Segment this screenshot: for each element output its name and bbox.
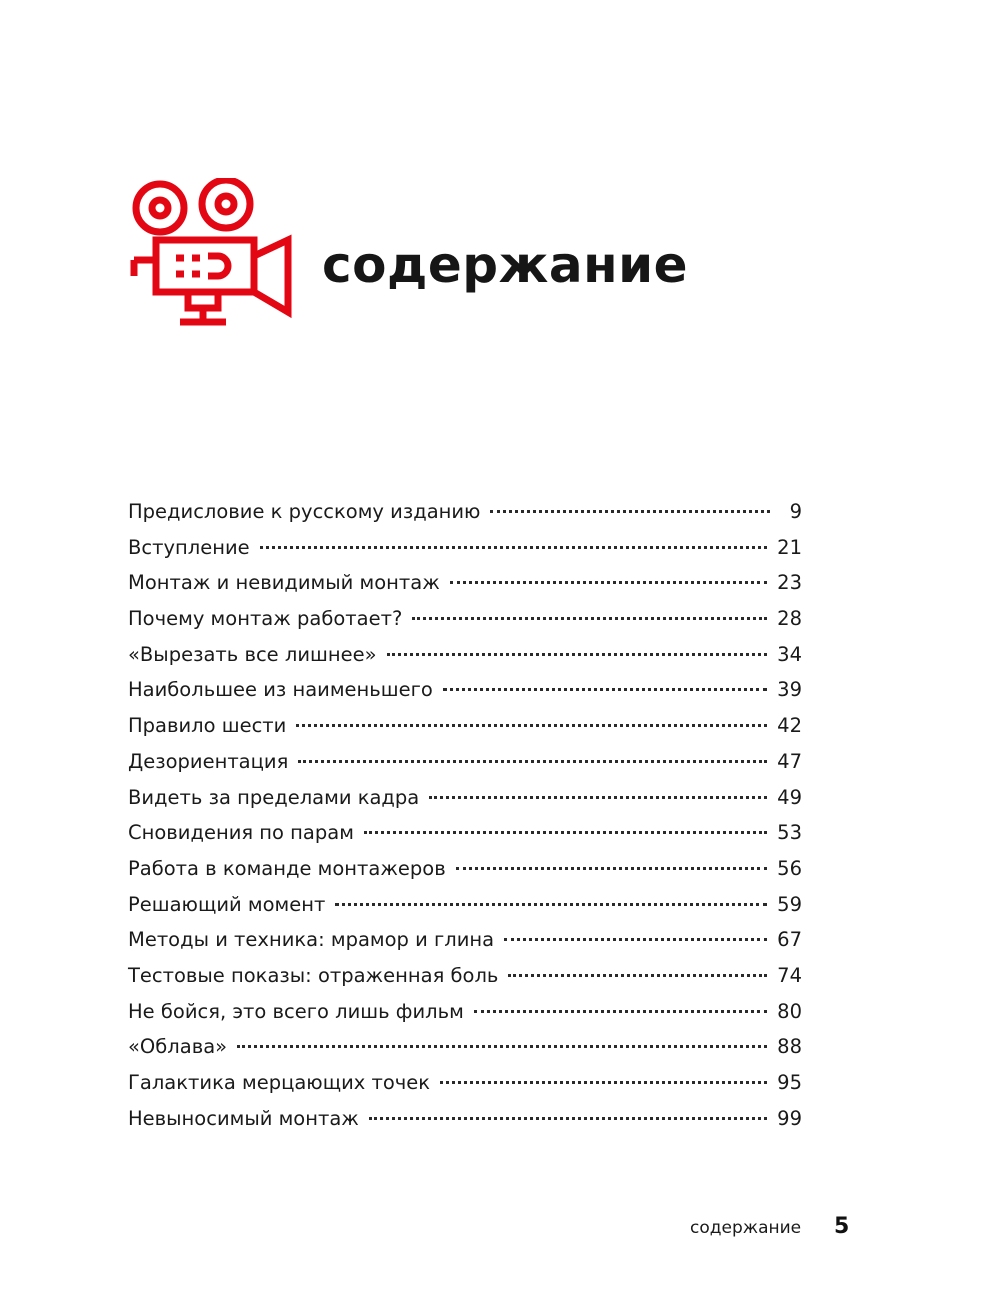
dot-leader: [296, 724, 767, 727]
toc-entry[interactable]: [128, 530, 802, 566]
toc-entry[interactable]: [128, 994, 802, 1030]
toc-entry-title: Галактика мерцающих точек: [128, 1071, 431, 1094]
toc-entry[interactable]: [128, 494, 802, 530]
toc-entry-page: 21: [777, 535, 802, 559]
toc-entry-title: Дезориентация: [128, 749, 289, 773]
toc-entry[interactable]: [128, 744, 802, 780]
dot-leader: [474, 1010, 767, 1013]
toc-entry[interactable]: [128, 565, 802, 601]
toc-entry-title: «Облава»: [128, 1035, 228, 1059]
toc-entry-title: Работа в команде монтажеров: [128, 856, 446, 880]
toc-entry-page: 80: [777, 999, 802, 1023]
dot-leader: [364, 831, 767, 834]
film-camera-icon: [130, 178, 295, 328]
toc-entry-page: 23: [777, 571, 802, 595]
dot-leader: [440, 1081, 767, 1084]
toc-entry[interactable]: [128, 958, 802, 994]
toc-entry-page: 42: [777, 714, 802, 738]
dot-leader: [504, 938, 767, 941]
toc-entry[interactable]: [128, 780, 802, 816]
toc-entry[interactable]: [128, 708, 802, 744]
dot-leader: [429, 796, 767, 799]
toc-entry-page: 49: [777, 785, 802, 809]
toc-entry[interactable]: [128, 1101, 802, 1137]
toc-entry-page: 59: [777, 892, 802, 916]
toc-entry-title: Предисловие к русскому изданию: [128, 500, 481, 523]
toc-entry-page: 99: [777, 1106, 802, 1130]
toc-entry-page: 39: [777, 678, 802, 702]
dot-leader: [508, 974, 767, 977]
dot-leader: [490, 510, 770, 513]
toc-entry-title: Решающий момент: [128, 892, 326, 916]
dot-leader: [387, 653, 768, 656]
toc-entry-title: Почему монтаж работает?: [128, 607, 403, 631]
dot-leader: [369, 1117, 767, 1120]
toc-entry-title: Монтаж и невидимый монтаж: [128, 571, 440, 595]
toc-entry-title: Вступление: [128, 535, 250, 559]
dot-leader: [335, 903, 767, 906]
toc-entry[interactable]: [128, 851, 802, 887]
page-title: содержание: [322, 236, 689, 294]
toc-entry-title: Не бойся, это всего лишь фильм: [128, 999, 464, 1023]
dot-leader: [450, 581, 767, 584]
toc-entry-title: Наибольшее из наименьшего: [128, 678, 433, 702]
dot-leader: [260, 546, 768, 549]
toc-entry[interactable]: [128, 887, 802, 923]
toc-entry-title: Правило шести: [128, 714, 287, 738]
toc-entry-title: Сновидения по парам: [128, 821, 354, 845]
toc-entry-page: 56: [777, 856, 802, 880]
toc-entry-page: 88: [777, 1035, 802, 1059]
toc-entry-title: Видеть за пределами кадра: [128, 785, 420, 809]
dot-leader: [443, 688, 767, 691]
table-of-contents: [128, 494, 802, 1136]
toc-entry-title: «Вырезать все лишнее»: [128, 642, 377, 666]
dot-leader: [237, 1045, 767, 1048]
toc-entry[interactable]: [128, 637, 802, 673]
dot-leader: [298, 760, 767, 763]
toc-entry-page: 53: [777, 821, 802, 845]
toc-entry-page: 95: [777, 1071, 802, 1094]
toc-entry[interactable]: [128, 922, 802, 958]
dot-leader: [412, 617, 767, 620]
toc-entry[interactable]: [128, 672, 802, 708]
toc-entry-page: 74: [777, 963, 802, 987]
toc-entry[interactable]: [128, 815, 802, 851]
dot-leader: [456, 867, 767, 870]
toc-entry-page: 9: [789, 500, 802, 523]
toc-entry[interactable]: [128, 1065, 802, 1101]
toc-entry-page: 47: [777, 749, 802, 773]
toc-entry-page: 28: [777, 607, 802, 631]
page-number: 5: [834, 1214, 850, 1239]
toc-entry-title: Методы и техника: мрамор и глина: [128, 928, 495, 952]
toc-entry-page: 34: [777, 642, 802, 666]
running-head: содержание: [690, 1218, 802, 1238]
toc-entry[interactable]: [128, 601, 802, 637]
toc-entry-title: Невыносимый монтаж: [128, 1106, 359, 1130]
toc-entry-title: Тестовые показы: отраженная боль: [128, 963, 499, 987]
toc-entry[interactable]: [128, 1029, 802, 1065]
toc-entry-page: 67: [777, 928, 802, 952]
